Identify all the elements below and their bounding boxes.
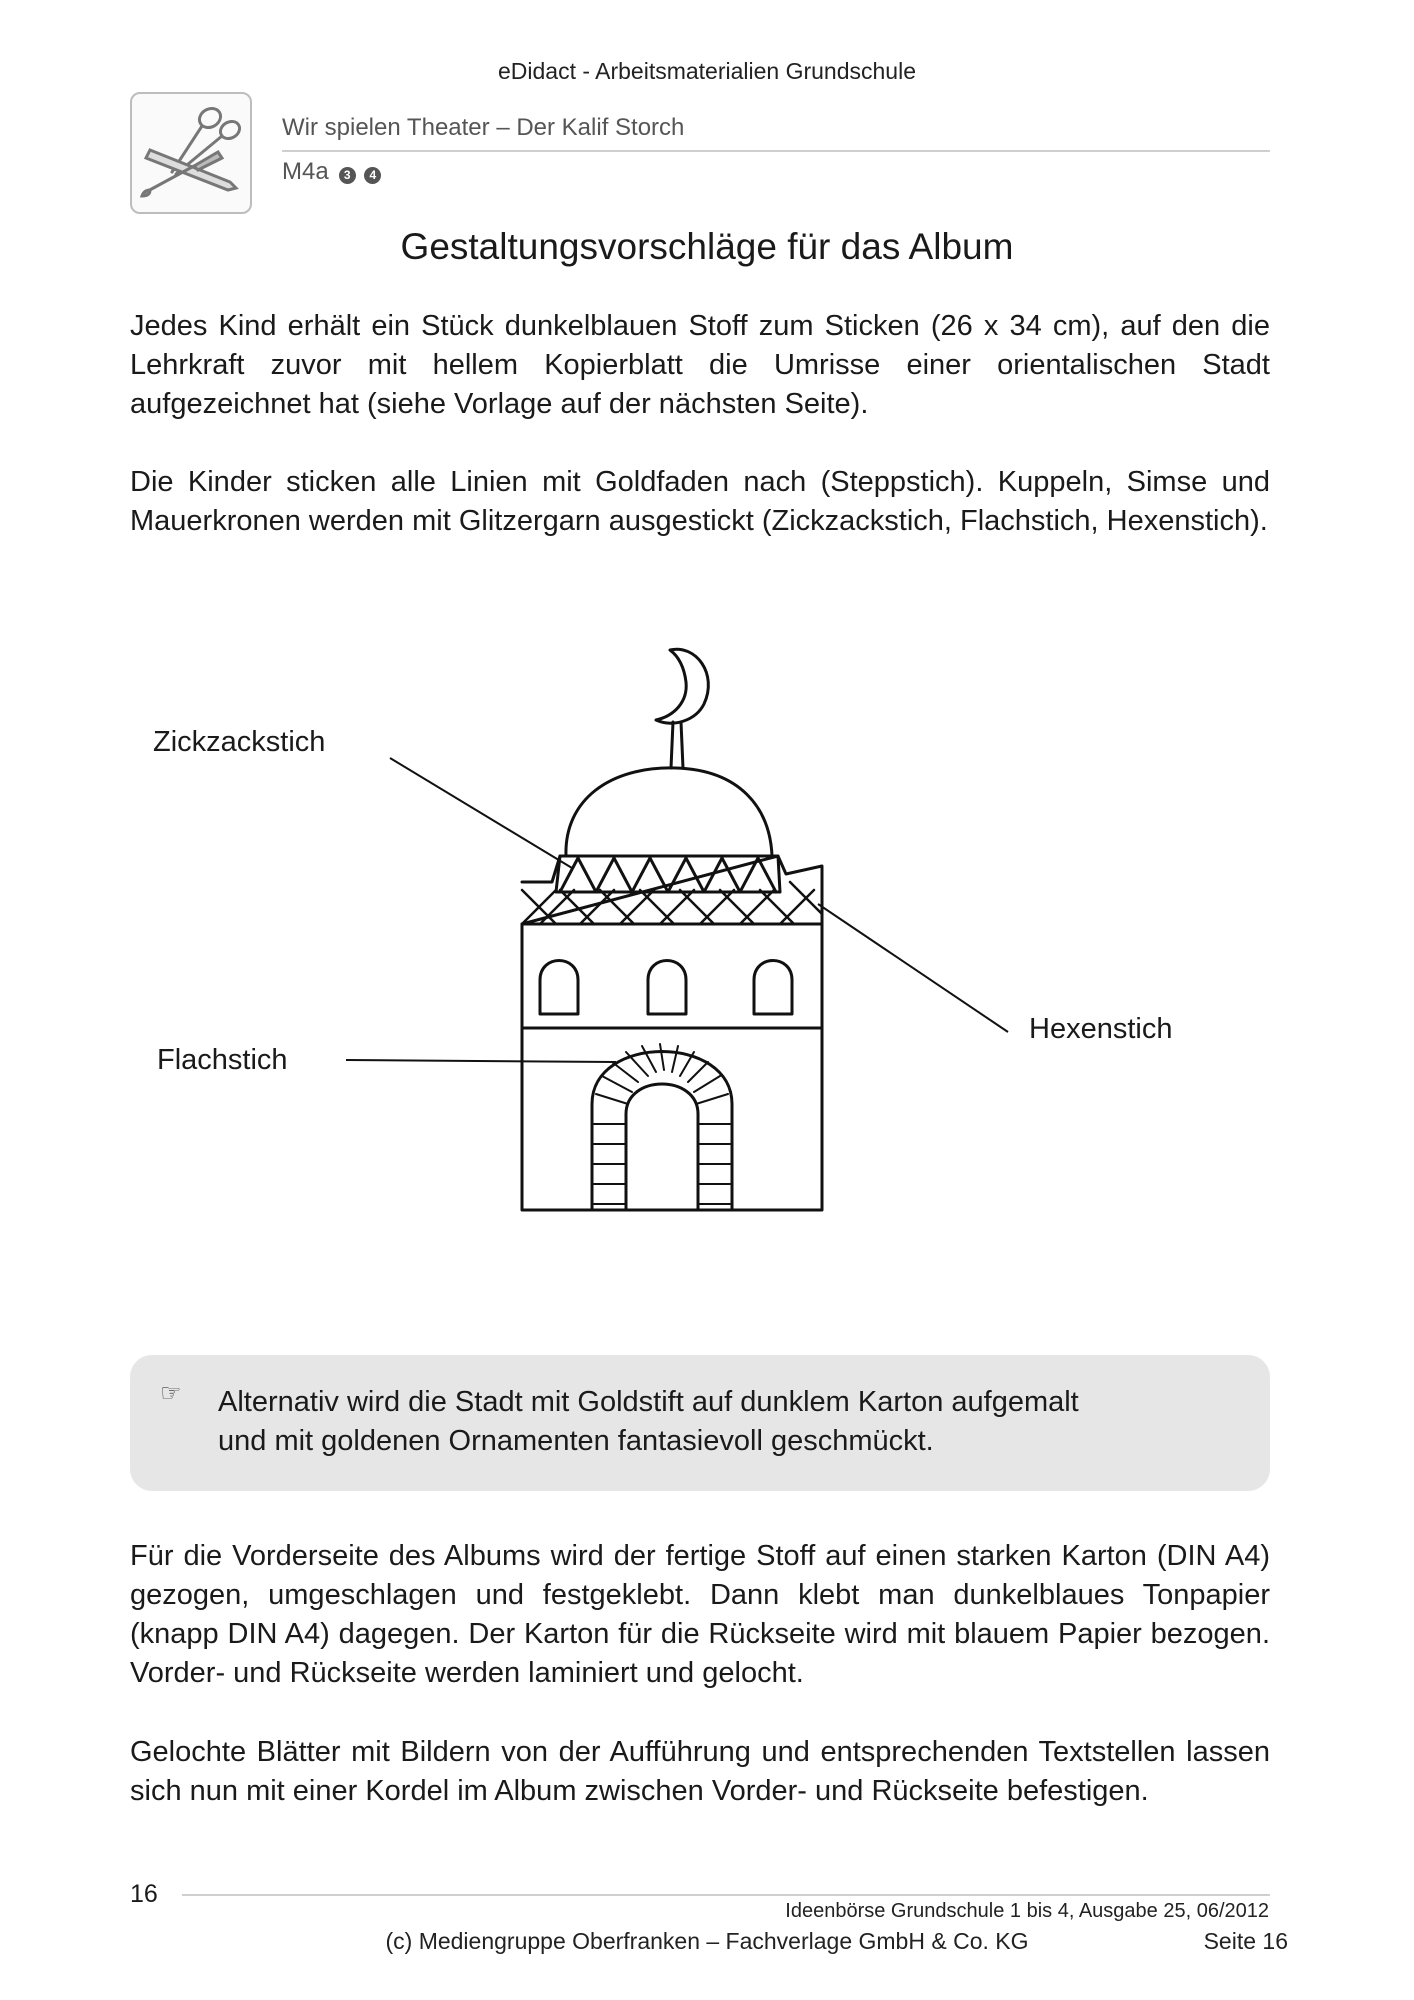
footer-divider	[182, 1894, 1270, 1896]
paragraph-pages: Gelochte Blätter mit Bildern von der Aufführung und entsprechenden Textstellen lassen sich nun mit einer Kordel im Album zwischen Vorder- und Rückseite befestigen.	[130, 1736, 1270, 1807]
label-zickzackstich: Zickzackstich	[153, 726, 326, 758]
craft-tools-logo	[130, 92, 252, 214]
series-title: Wir spielen Theater – Der Kalif Storch	[282, 114, 685, 141]
label-hexenstich: Hexenstich	[1029, 1013, 1173, 1045]
pointing-hand-icon: ☞	[160, 1380, 182, 1407]
mosque-drawing	[460, 604, 860, 1214]
paragraph-album-cover: Für die Vorderseite des Albums wird der fertige Stoff auf einen starken Karton (DIN A4) gezogen, umgeschlagen und festgeklebt. Dann klebt man dunkelblaues Tonpapier (knapp DIN A4) dagegen. Der Karton für die Rückseite wird mit blauem Papier bezogen. Vorder- und Rückseite werden laminiert und gelocht.	[130, 1540, 1270, 1689]
material-code: M4a	[282, 158, 329, 185]
paragraph-intro: Jedes Kind erhält ein Stück dunkelblauen Stoff zum Sticken (26 x 34 cm), auf den die Lehrkraft zuvor mit hellem Kopierblatt die Umrisse einer orientalischen Stadt aufgezeichnet hat (siehe Vorlage auf der nächsten Seite).	[130, 310, 1270, 420]
window-right	[754, 961, 792, 1015]
material-code-line	[282, 158, 381, 186]
arch-inner	[626, 1084, 698, 1210]
label-flachstich: Flachstich	[157, 1044, 288, 1076]
seite-label: Seite 16	[1203, 1928, 1288, 1954]
scissors-pencil-brush-icon	[132, 94, 250, 212]
arch-outer	[592, 1052, 732, 1211]
tip-line: und mit goldenen Ornamenten fantasievoll geschmückt.	[218, 1425, 934, 1457]
cornice	[522, 856, 822, 924]
window-left	[540, 961, 578, 1015]
tip-text	[218, 1383, 1238, 1461]
edition-info: Ideenbörse Grundschule 1 bis 4, Ausgabe 25, 06/2012	[785, 1900, 1269, 1922]
lattice-pattern	[522, 882, 822, 924]
dome	[566, 768, 772, 856]
copyright: (c) Mediengruppe Oberfranken – Fachverlage GmbH & Co. KG	[385, 1928, 1029, 1954]
page-title: Gestaltungsvorschläge für das Album	[400, 226, 1014, 267]
page-number: 16	[130, 1880, 158, 1908]
grade-badge: 3	[339, 167, 356, 184]
grade-badge: 4	[364, 167, 381, 184]
arch-hatching	[594, 1044, 730, 1204]
publisher-caption: eDidact - Arbeitsmaterialien Grundschule	[497, 58, 917, 84]
walls	[522, 924, 822, 1210]
crescent-moon	[656, 649, 708, 723]
tip-line: Alternativ wird die Stadt mit Goldstift auf dunklem Karton aufgemalt	[218, 1386, 1079, 1418]
paragraph-stitching: Die Kinder sticken alle Linien mit Goldfaden nach (Steppstich). Kuppeln, Simse und Mauerkronen werden mit Glitzergarn ausgestickt (Zickzackstich, Flachstich, Hexenstich).	[130, 466, 1270, 537]
window-middle	[648, 961, 686, 1015]
spire	[671, 722, 683, 768]
tip-box	[130, 1355, 1270, 1491]
header-divider	[282, 150, 1270, 152]
